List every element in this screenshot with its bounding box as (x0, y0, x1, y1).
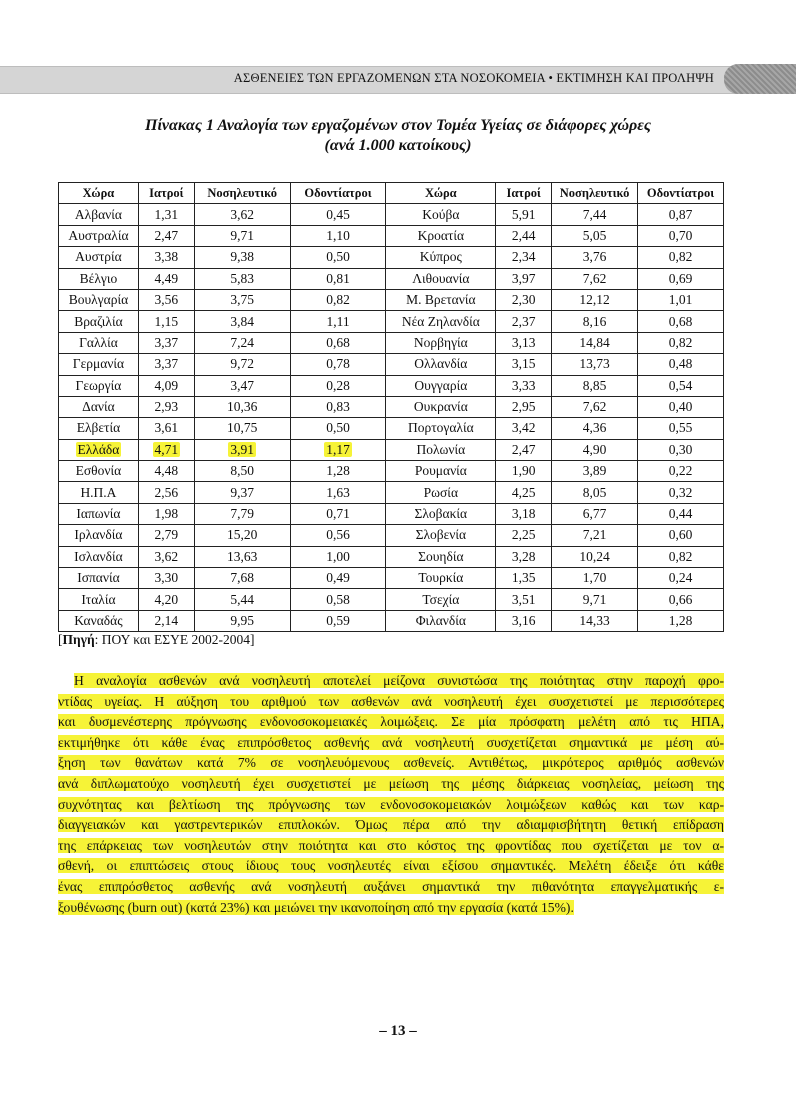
table-cell: Η.Π.Α (59, 482, 139, 503)
table-cell: Ρωσία (386, 482, 496, 503)
table-cell: Τσεχία (386, 589, 496, 610)
table-cell: Ελβετία (59, 418, 139, 439)
table-cell: Κροατία (386, 225, 496, 246)
table-cell: Σλοβενία (386, 525, 496, 546)
table-cell: 1,28 (638, 610, 724, 631)
highlighted-value: 4,71 (154, 441, 179, 457)
page-number: – 13 – (379, 1023, 417, 1039)
table-cell: Πολωνία (386, 439, 496, 460)
table-cell: 3,56 (138, 289, 194, 310)
column-header: Οδοντίατροι (638, 183, 724, 204)
table-row (59, 375, 724, 396)
table-cell: 0,28 (290, 375, 386, 396)
table-cell: 2,44 (496, 225, 552, 246)
table-cell: 3,37 (138, 354, 194, 375)
table-cell: 0,32 (638, 482, 724, 503)
table-cell: Βραζιλία (59, 311, 139, 332)
paragraph-line (58, 856, 724, 877)
table-cell: 4,09 (138, 375, 194, 396)
table-cell: 5,44 (194, 589, 290, 610)
highlighted-text: ανά διπλωματούχο νοσηλευτή έχει συσχετιστεί με μείωση της μέσης διάρκειας νοσηλείας, μείωση της (58, 775, 724, 791)
table-cell: 2,37 (496, 311, 552, 332)
table-cell: 0,83 (290, 396, 386, 417)
table-cell: 7,62 (552, 396, 638, 417)
table-cell: 0,30 (638, 439, 724, 460)
table-cell: 4,49 (138, 268, 194, 289)
table-cell: 3,15 (496, 354, 552, 375)
table-cell: 3,97 (496, 268, 552, 289)
paragraph-line (58, 877, 724, 898)
table-cell: 7,21 (552, 525, 638, 546)
table-row (59, 610, 724, 631)
table-cell: 9,38 (194, 247, 290, 268)
table-cell: Σουηδία (386, 546, 496, 567)
health-workforce-table (58, 182, 724, 632)
table-cell: 3,61 (138, 418, 194, 439)
table-cell: 1,31 (138, 204, 194, 225)
table-cell: 0,44 (638, 503, 724, 524)
table-cell (59, 439, 139, 460)
source-note: [Πηγή: ΠΟΥ και ΕΣΥΕ 2002-2004] (58, 632, 255, 647)
table-cell (194, 439, 290, 460)
table-cell: 0,24 (638, 568, 724, 589)
table-cell: Κύπρος (386, 247, 496, 268)
table-row (59, 311, 724, 332)
highlighted-text: ξουθένωσης (burn out) (κατά 23%) και μειώνει την ικανοποίηση από την εργασία (κατά 15%). (58, 899, 574, 915)
table-cell: Τουρκία (386, 568, 496, 589)
table-cell: 7,79 (194, 503, 290, 524)
table-cell: Βέλγιο (59, 268, 139, 289)
table-cell: Ρουμανία (386, 461, 496, 482)
table-cell: 10,24 (552, 546, 638, 567)
table-cell: 4,90 (552, 439, 638, 460)
table-cell: 7,68 (194, 568, 290, 589)
table-cell: 9,95 (194, 610, 290, 631)
highlighted-text: συχνότητας και βελτίωση της πρόγνωσης των ενδονοσοκομειακών λοιμώξεων καθώς και των καρ- (58, 796, 724, 812)
table-cell: 0,78 (290, 354, 386, 375)
table-row (59, 503, 724, 524)
table-cell: 9,71 (552, 589, 638, 610)
table-cell: 3,51 (496, 589, 552, 610)
table-cell: 0,69 (638, 268, 724, 289)
highlighted-text: ένας επιπρόσθετος ασθενής ανά νοσηλευτή αυξάνει σημαντικά την πιθανότητα επαγγελματικής ε- (58, 878, 724, 894)
highlighted-text: Η αναλογία ασθενών ανά νοσηλευτή αποτελεί μείζονα συνιστώσα της ποιότητας στην παροχή φρο- (74, 673, 724, 688)
highlighted-value: Ελλάδα (77, 441, 120, 457)
table-cell: Ουκρανία (386, 396, 496, 417)
table-cell: 4,36 (552, 418, 638, 439)
table-cell: 8,16 (552, 311, 638, 332)
table-cell: 1,63 (290, 482, 386, 503)
table-cell: 1,01 (638, 289, 724, 310)
table-cell: Γερμανία (59, 354, 139, 375)
table-row (59, 461, 724, 482)
table-row (59, 268, 724, 289)
table-cell: 12,12 (552, 289, 638, 310)
table-row (59, 204, 724, 225)
highlighted-value: 3,91 (230, 441, 254, 457)
table-row (59, 247, 724, 268)
running-header: ΑΣΘΕΝΕΙΕΣ ΤΩΝ ΕΡΓΑΖΟΜΕΝΩΝ ΣΤΑ ΝΟΣΟΚΟΜΕΙΑ • ΕΚΤΙΜΗΣΗ ΚΑΙ ΠΡΟΛΗΨΗ (233, 71, 714, 85)
table-cell: 10,36 (194, 396, 290, 417)
column-header: Νοσηλευτικό (552, 183, 638, 204)
table-cell: 0,68 (290, 332, 386, 353)
table-cell: 9,37 (194, 482, 290, 503)
table-cell: Πορτογαλία (386, 418, 496, 439)
table-cell: 3,30 (138, 568, 194, 589)
table-cell: 0,50 (290, 247, 386, 268)
table-cell: 3,18 (496, 503, 552, 524)
table-row (59, 525, 724, 546)
highlighted-text: και δυσμενέστερης πρόγνωσης ενδονοσοκομειακές λοιμώξεις. Σε μία πρόσφατη μελέτη από τις ΗΠΑ, (58, 714, 724, 730)
table-row (59, 568, 724, 589)
column-header: Χώρα (386, 183, 496, 204)
table-cell: 0,50 (290, 418, 386, 439)
table-cell: Γαλλία (59, 332, 139, 353)
table-cell: 3,13 (496, 332, 552, 353)
highlighted-text: διαγγειακών και γαστρεντερικών επιπλοκών. Όμως πέρα από την αδιαμφισβήτητη θετική επίδραση (58, 817, 724, 833)
table-cell: Ολλανδία (386, 354, 496, 375)
table-subtitle: (ανά 1.000 κατοίκους) (324, 137, 472, 154)
table-cell: 8,05 (552, 482, 638, 503)
table-cell: 8,50 (194, 461, 290, 482)
table-cell: 0,82 (638, 247, 724, 268)
table-cell: 1,11 (290, 311, 386, 332)
table-cell: 3,47 (194, 375, 290, 396)
table-cell: 0,58 (290, 589, 386, 610)
table-cell: 1,00 (290, 546, 386, 567)
table-cell: 2,56 (138, 482, 194, 503)
table-cell: 8,85 (552, 375, 638, 396)
table-cell: 0,81 (290, 268, 386, 289)
table-cell: Φιλανδία (386, 610, 496, 631)
table-cell: Βουλγαρία (59, 289, 139, 310)
table-cell: 2,25 (496, 525, 552, 546)
table-cell: Λιθουανία (386, 268, 496, 289)
table-cell: Νέα Ζηλανδία (386, 311, 496, 332)
table-cell: Σλοβακία (386, 503, 496, 524)
table-cell: 5,91 (496, 204, 552, 225)
paragraph-line (58, 692, 724, 713)
table-cell: Νορβηγία (386, 332, 496, 353)
table-cell: Ισλανδία (59, 546, 139, 567)
table-row (59, 225, 724, 246)
table-cell: 0,55 (638, 418, 724, 439)
paragraph-line (58, 795, 724, 816)
table-cell: 2,95 (496, 396, 552, 417)
table-cell: 13,73 (552, 354, 638, 375)
table-cell: Εσθονία (59, 461, 139, 482)
table-cell: Ιρλανδία (59, 525, 139, 546)
paragraph-line (58, 753, 724, 774)
table-cell: 1,35 (496, 568, 552, 589)
body-paragraph (58, 671, 724, 918)
table-cell: Αλβανία (59, 204, 139, 225)
table-cell: Ουγγαρία (386, 375, 496, 396)
highlighted-value: 1,17 (326, 441, 350, 457)
table-cell: 3,84 (194, 311, 290, 332)
table-cell: Καναδάς (59, 610, 139, 631)
table-cell: 7,24 (194, 332, 290, 353)
table-cell: 7,62 (552, 268, 638, 289)
table-cell: 14,33 (552, 610, 638, 631)
highlighted-text: εκτιμήθηκε ότι κάθε ένας επιπρόσθετος ασθενής ανά νοσηλευτή συσχετίζεται σημαντικά με μέση αύ- (58, 734, 724, 750)
table-cell: 0,22 (638, 461, 724, 482)
table-row (59, 396, 724, 417)
paragraph-line (58, 836, 724, 857)
paragraph-line (58, 712, 724, 733)
table-cell: 1,70 (552, 568, 638, 589)
table-cell: Ιαπωνία (59, 503, 139, 524)
table-cell: 3,62 (138, 546, 194, 567)
paragraph-line (58, 733, 724, 754)
table-cell: 1,90 (496, 461, 552, 482)
paragraph-line (58, 774, 724, 795)
table-cell: 5,83 (194, 268, 290, 289)
table-cell: Αυστρία (59, 247, 139, 268)
table-row (59, 439, 724, 460)
table-row (59, 354, 724, 375)
table-cell: 0,82 (638, 546, 724, 567)
table-cell: 2,30 (496, 289, 552, 310)
header-tab-decoration (724, 64, 796, 94)
table-cell: 3,33 (496, 375, 552, 396)
table-cell: 3,62 (194, 204, 290, 225)
table-cell: 13,63 (194, 546, 290, 567)
table-cell: 3,89 (552, 461, 638, 482)
table-cell: 1,28 (290, 461, 386, 482)
table-cell: 5,05 (552, 225, 638, 246)
table-cell: 0,68 (638, 311, 724, 332)
table-cell: 0,48 (638, 354, 724, 375)
table-cell: 2,34 (496, 247, 552, 268)
table-cell: 0,45 (290, 204, 386, 225)
table-cell: 4,20 (138, 589, 194, 610)
table-cell: 3,38 (138, 247, 194, 268)
table-cell: 1,15 (138, 311, 194, 332)
paragraph-line (58, 671, 724, 692)
table-cell: 0,70 (638, 225, 724, 246)
table-cell: 3,75 (194, 289, 290, 310)
table-cell: 0,87 (638, 204, 724, 225)
table-cell: 7,44 (552, 204, 638, 225)
table-row (59, 418, 724, 439)
table-cell: 0,82 (638, 332, 724, 353)
table-row (59, 289, 724, 310)
table-cell: 2,47 (496, 439, 552, 460)
highlighted-text: σθενή, οι επιπτώσεις στους ίδιους τους νοσηλευτές είναι εξίσου σημαντικές. Μελέτη έδειξε ότι κάθε (58, 858, 724, 874)
table-row (59, 332, 724, 353)
source-label: Πηγή (62, 632, 95, 647)
table-cell: 0,49 (290, 568, 386, 589)
table-cell: Μ. Βρετανία (386, 289, 496, 310)
column-header: Χώρα (59, 183, 139, 204)
table-cell: 0,59 (290, 610, 386, 631)
table-row (59, 546, 724, 567)
table-cell: 4,25 (496, 482, 552, 503)
column-header: Οδοντίατροι (290, 183, 386, 204)
table-cell: 2,47 (138, 225, 194, 246)
table-cell: 2,93 (138, 396, 194, 417)
column-header: Ιατροί (496, 183, 552, 204)
table-cell: 0,56 (290, 525, 386, 546)
table-cell: 1,10 (290, 225, 386, 246)
table-cell: 15,20 (194, 525, 290, 546)
table-cell: 9,71 (194, 225, 290, 246)
column-header: Ιατροί (138, 183, 194, 204)
table-cell: 3,42 (496, 418, 552, 439)
highlighted-text: ξηση των θανάτων κατά 7% σε νοσηλευόμενους ασθενείς. Αντιθέτως, μικρότερος αριθμός ασθενών (58, 755, 724, 771)
table-cell: Γεωργία (59, 375, 139, 396)
highlighted-text: ντίδας υγείας. Η αύξηση του αριθμού των ασθενών ανά νοσηλευτή έχει συσχετιστεί με περισσότερες (58, 693, 724, 709)
table-cell: 6,77 (552, 503, 638, 524)
paragraph-line (58, 815, 724, 836)
table-cell: 3,16 (496, 610, 552, 631)
table-body (59, 204, 724, 632)
table-cell: 0,60 (638, 525, 724, 546)
table-cell: 3,37 (138, 332, 194, 353)
table-cell: 0,54 (638, 375, 724, 396)
table-cell (290, 439, 386, 460)
table-cell: 0,66 (638, 589, 724, 610)
table-row (59, 482, 724, 503)
table-cell: 0,40 (638, 396, 724, 417)
table-cell: Αυστραλία (59, 225, 139, 246)
table-header-row (59, 183, 724, 204)
table-cell (138, 439, 194, 460)
column-header: Νοσηλευτικό (194, 183, 290, 204)
table-cell: 0,82 (290, 289, 386, 310)
table-cell: 4,48 (138, 461, 194, 482)
table-cell: Κούβα (386, 204, 496, 225)
table-cell: 2,79 (138, 525, 194, 546)
highlighted-text: της επάρκειας των νοσηλευτών στην ποιότητα και στο κόστος της φροντίδας που σχετίζεται με τον α- (58, 837, 724, 853)
table-cell: Ιταλία (59, 589, 139, 610)
table-cell: 2,14 (138, 610, 194, 631)
source-text: : ΠΟΥ και ΕΣΥΕ 2002-2004] (94, 632, 255, 647)
table-cell: Ισπανία (59, 568, 139, 589)
table-cell: 9,72 (194, 354, 290, 375)
paragraph-line (58, 898, 724, 919)
table-cell: 1,98 (138, 503, 194, 524)
table-cell: 14,84 (552, 332, 638, 353)
table-title: Πίνακας 1 Αναλογία των εργαζομένων στον Τομέα Υγείας σε διάφορες χώρες (145, 117, 651, 134)
table-cell: 3,76 (552, 247, 638, 268)
table-cell: 3,28 (496, 546, 552, 567)
table-row (59, 589, 724, 610)
table-cell: Δανία (59, 396, 139, 417)
table-cell: 10,75 (194, 418, 290, 439)
table-cell: 0,71 (290, 503, 386, 524)
